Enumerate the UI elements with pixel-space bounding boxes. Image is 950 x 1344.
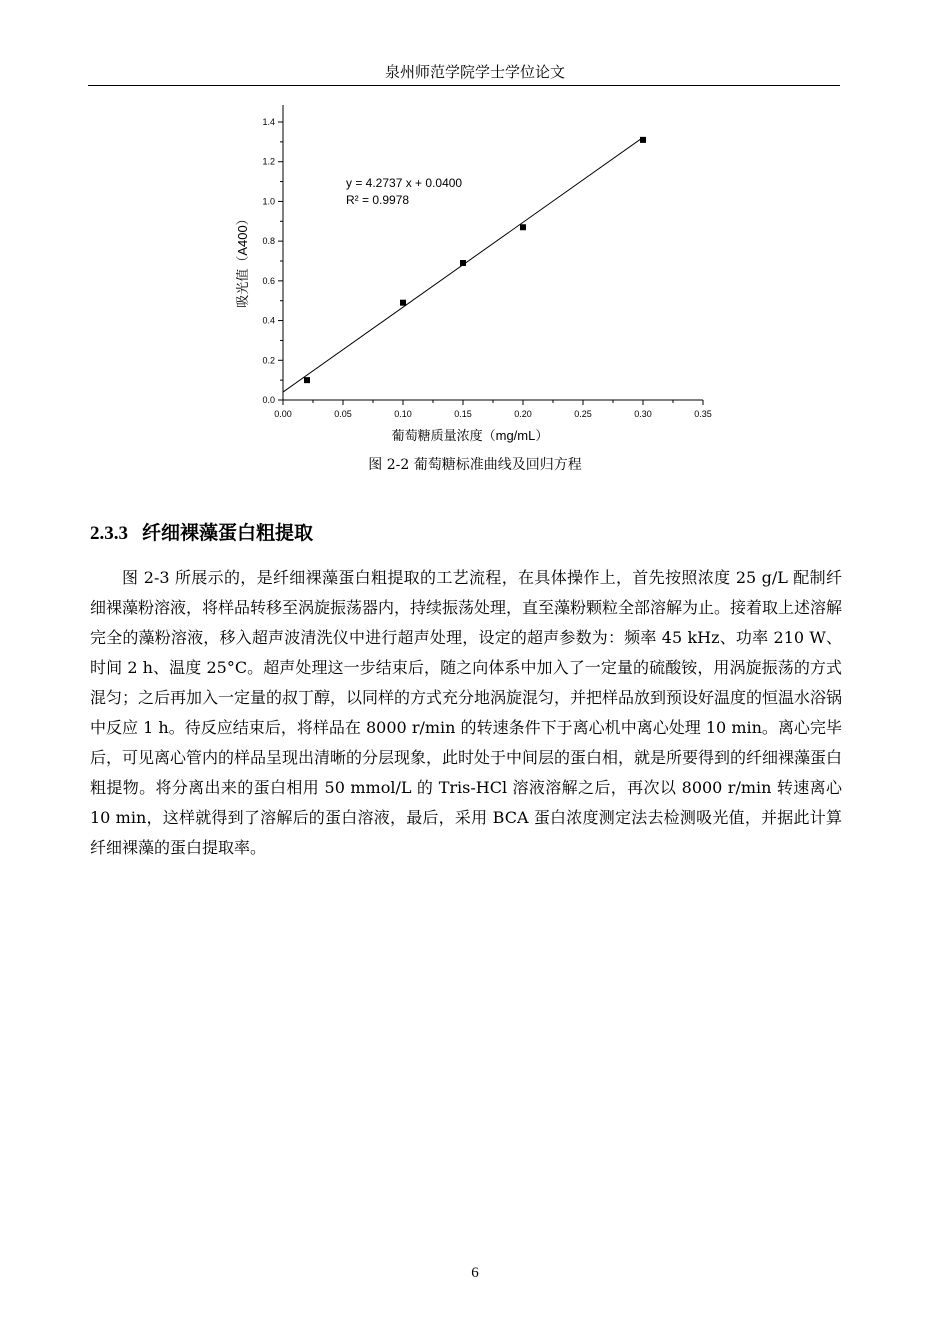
y-tick-label: 0.8	[262, 236, 275, 247]
data-point	[304, 377, 310, 383]
x-tick-label: 0.20	[514, 409, 532, 419]
x-tick-label: 0.35	[694, 409, 712, 419]
data-point	[520, 224, 526, 230]
y-tick-label: 1.0	[262, 196, 275, 207]
y-axis-label: 吸光值（A400）	[235, 212, 250, 308]
y-tick-label: 0.2	[262, 355, 275, 366]
x-tick-label: 0.00	[274, 409, 292, 419]
body-paragraph: 图 2-3 所展示的，是纤细裸藻蛋白粗提取的工艺流程，在具体操作上，首先按照浓度 25 g/L 配制纤细裸藻粉溶液，将样品转移至涡旋振荡器内，持续振荡处理，直至藻粉颗粒全部溶解为止。接着取上述溶解完全的藻粉溶液，移入超声波清洗仪中进行超声处理，设定的超声参数为：频率 45 kHz、功率 210 W、时间 2 h、温度 25°C。超声处理这一步结束后，随之向体系中加入了一定量的硫酸铵，用涡旋振荡的方式混匀；之后再加入一定量的叔丁醇，以同样的方式充分地涡旋混匀，并把样品放到预设好温度的恒温水浴锅中反应 1 h。待反应结束后，将样品在 8000 r/min 的转速条件下于离心机中离心处理 10 min。离心完毕后，可见离心管内的样品呈现出清晰的分层现象，此时处于中间层的蛋白相，就是所要得到的纤细裸藻蛋白粗提物。将分离出来的蛋白相用 50 mmol/L 的 Tris-HCl 溶液溶解之后，再次以 8000 r/min 转速离心 10 min，这样就得到了溶解后的蛋白溶液，最后，采用 BCA 蛋白浓度测定法去检测吸光值，并据此计算纤细裸藻的蛋白提取率。	[90, 568, 843, 857]
y-tick-label: 0.6	[262, 275, 275, 286]
page-number: 6	[471, 1265, 479, 1281]
figure-caption: 图 2-2 葡萄糖标准曲线及回归方程	[368, 457, 582, 473]
x-tick-label: 0.25	[574, 409, 592, 419]
y-tick-label: 1.4	[262, 117, 275, 127]
x-tick-label: 0.10	[394, 409, 412, 419]
section-heading	[90, 520, 313, 547]
y-tick-label: 1.2	[262, 156, 275, 167]
r-squared-value: R² = 0.9978	[346, 193, 410, 207]
y-tick-label: 0.0	[262, 395, 275, 405]
running-header: 泉州师范学院学士学位论文	[384, 63, 565, 81]
chart-marks	[283, 137, 646, 392]
x-tick-label: 0.15	[454, 409, 472, 419]
data-point	[640, 137, 646, 143]
x-axis-label: 葡萄糖质量浓度（mg/mL）	[391, 428, 549, 443]
header-rule	[88, 85, 840, 86]
chart-axes	[262, 105, 711, 419]
section-number: 2.3.3	[90, 523, 128, 544]
x-tick-label: 0.30	[634, 409, 652, 419]
data-point	[460, 260, 466, 266]
data-point	[400, 300, 406, 306]
x-tick-label: 0.05	[334, 409, 352, 419]
glucose-standard-curve-chart	[225, 100, 725, 450]
y-tick-label: 0.4	[262, 315, 275, 326]
regression-equation: y = 4.2737 x + 0.0400	[346, 176, 463, 190]
section-title-text: 纤细裸藻蛋白粗提取	[142, 522, 314, 544]
